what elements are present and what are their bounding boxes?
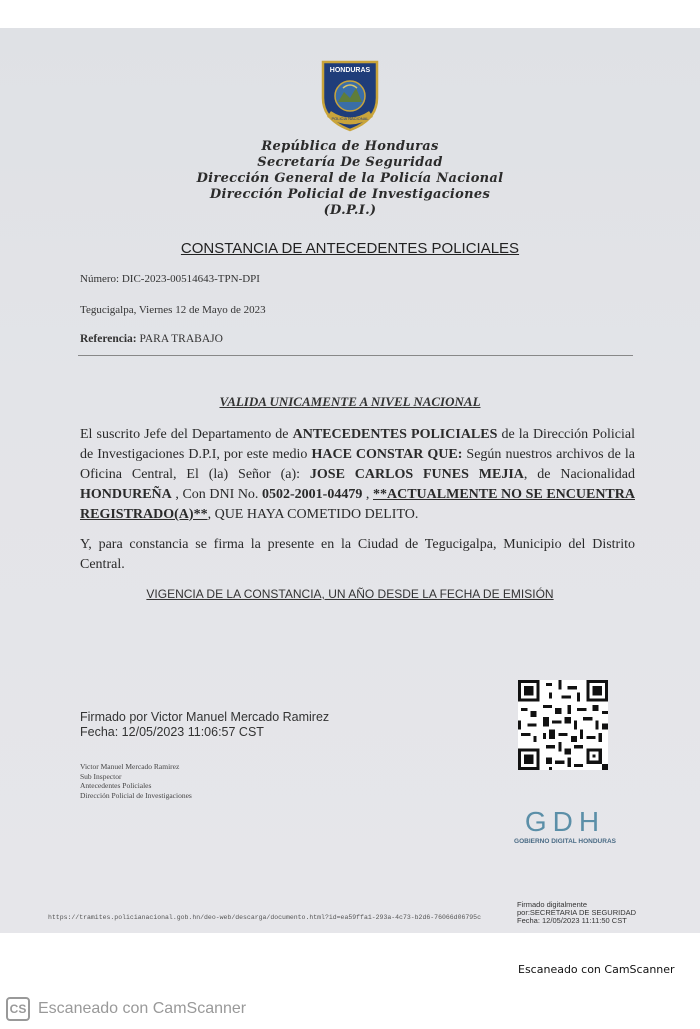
body-text-a: El suscrito Jefe del Departamento de <box>80 427 293 442</box>
verification-url: https://tramites.policianacional.gob.hn/deo-web/descarga/documento.html?id=ea59ffa1-293a-4c73-b2d6-76066d06795c <box>48 914 481 921</box>
gdh-subtitle: GOBIERNO DIGITAL HONDURAS <box>514 838 616 845</box>
valida-notice: VALIDA UNICAMENTE A NIVEL NACIONAL <box>219 394 481 409</box>
digital-signed-label: Firmado digitalmente <box>517 900 588 909</box>
dni-number: 0502-2001-04479 <box>262 487 363 502</box>
signer-name: Victor Manuel Mercado Ramirez <box>80 762 180 771</box>
body-text-c: de la Dirección Policial de Investigaciones D.P.I, por este medio <box>80 427 635 462</box>
fecha-line: Tegucigalpa, Viernes 12 de Mayo de 2023 <box>80 304 266 316</box>
crest-band-label: POLICIA NACIONAL <box>331 116 369 121</box>
camscanner-logo-icon: CS <box>6 997 30 1021</box>
body-text-m: , QUE HAYA COMETIDO DELITO. <box>207 507 419 522</box>
header-secretaria: Secretaría De Seguridad <box>257 155 443 170</box>
numero-value: DIC-2023-00514643-TPN-DPI <box>121 273 260 285</box>
body-hace-constar: HACE CONSTAR QUE: <box>311 447 463 462</box>
signed-date: Fecha: 12/05/2023 11:06:57 CST <box>80 725 264 739</box>
header-dpi: Dirección Policial de Investigaciones <box>209 187 491 202</box>
qr-code-icon <box>518 680 608 770</box>
vigencia-notice: VIGENCIA DE LA CONSTANCIA, UN AÑO DESDE LA FECHA DE EMISIÓN <box>146 587 554 601</box>
body-text-i: , Con DNI No. <box>171 487 263 502</box>
gdh-logo-text: GDH <box>524 806 606 837</box>
header-republic: República de Honduras <box>261 139 439 154</box>
status-statement: **ACTUALMENTE NO SE ENCUENTRA REGISTRADO(A)** <box>80 487 635 522</box>
header-dpi-abbr: (D.P.I.) <box>323 203 377 218</box>
signer-block <box>80 762 192 800</box>
body-paragraph-2: Y, para constancia se firma la presente en la Ciudad de Tegucigalpa, Municipio del Distrito Central. <box>80 537 635 572</box>
signer-dept: Antecedentes Policiales <box>80 781 152 790</box>
digital-signature <box>517 901 636 925</box>
person-name: JOSE CARLOS FUNES MEJIA <box>309 467 524 482</box>
document-title: CONSTANCIA DE ANTECEDENTES POLICIALES <box>180 240 520 257</box>
referencia-line <box>80 333 223 345</box>
camscanner-caption: Escaneado con CamScanner <box>518 963 675 976</box>
body-text-k: , <box>362 487 373 502</box>
camscanner-footer-text: Escaneado con CamScanner <box>38 1000 247 1017</box>
signed-by: Firmado por Victor Manuel Mercado Ramirez <box>80 710 330 724</box>
body-text-e: Según nuestros archivos de la Oficina Central, El (la) Señor (a): <box>80 447 635 482</box>
numero-line <box>80 273 260 285</box>
nationality: HONDUREÑA <box>80 487 172 502</box>
camscanner-footer <box>6 996 246 1022</box>
divider <box>78 355 633 356</box>
referencia-label: Referencia: <box>80 333 137 345</box>
referencia-value: PARA TRABAJO <box>139 333 223 345</box>
body-text-g: , de Nacionalidad <box>523 467 635 482</box>
police-crest-icon <box>317 58 383 132</box>
numero-label: Número: <box>80 273 120 285</box>
crest-label: HONDURAS <box>329 67 371 74</box>
signature-info <box>80 710 329 740</box>
signer-rank: Sub Inspector <box>80 771 122 781</box>
digital-signed-by: por:SECRETARIA DE SEGURIDAD <box>517 908 637 917</box>
body-paragraph-1 <box>80 425 635 525</box>
signer-direction: Dirección Policial de Investigaciones <box>80 790 192 800</box>
header-direccion-general: Dirección General de la Policía Nacional <box>196 171 504 186</box>
gdh-logo <box>510 806 620 845</box>
body-dept: ANTECEDENTES POLICIALES <box>292 427 498 442</box>
digital-signed-date: Fecha: 12/05/2023 11:11:50 CST <box>517 916 627 925</box>
